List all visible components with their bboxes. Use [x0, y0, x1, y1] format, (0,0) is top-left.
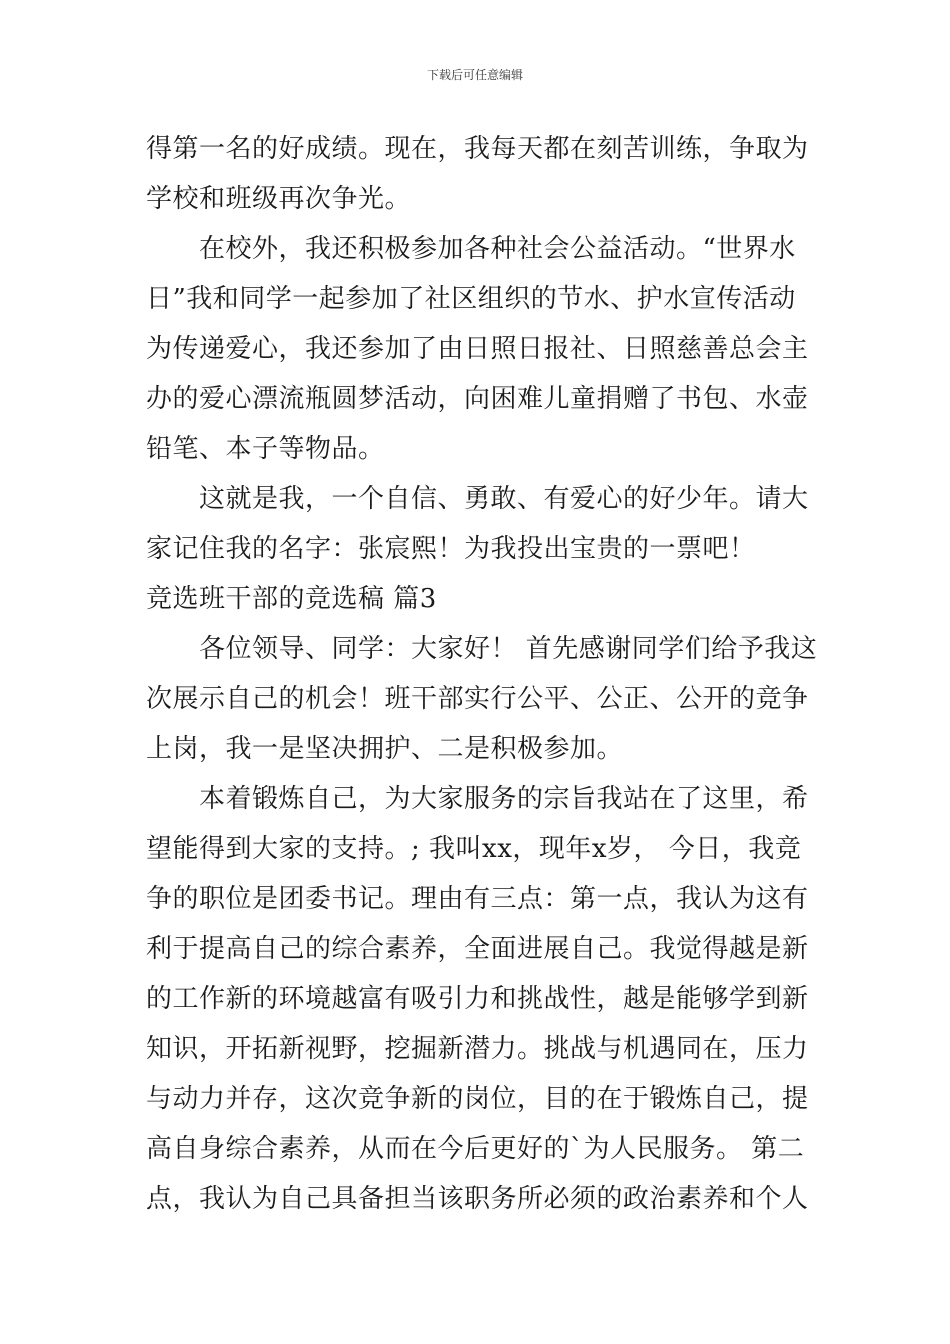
text-line: 办的爱心漂流瓶圆梦活动，向困难儿童捐赠了书包、水壶 [146, 384, 809, 414]
page-header: 下载后可任意编辑 [426, 68, 523, 82]
text-line: 学校和班级再次争光。 [146, 184, 412, 214]
text-line: 上岗，我一是坚决拥护、二是积极参加。 [146, 734, 624, 764]
text-line: 知识，开拓新视野，挖掘新潜力。挑战与机遇同在，压力 [146, 1034, 809, 1064]
text-line: 点，我认为自己具备担当该职务所必须的政治素养和个人 [146, 1184, 809, 1214]
text-line: 次展示自己的机会！班干部实行公平、公正、公开的竞争 [146, 684, 809, 714]
text-line: 家记住我的名字：张宸熙！为我投出宝贵的一票吧！ [146, 534, 756, 564]
text-line: 高自身综合素养，从而在今后更好的`为人民服务。 第二 [146, 1134, 805, 1164]
text-line: 为传递爱心，我还参加了由日照日报社、日照慈善总会主 [146, 334, 809, 364]
text-line: 日”我和同学一起参加了社区组织的节水、护水宣传活动 [146, 284, 796, 314]
text-line: 利于提高自己的综合素养，全面进展自己。我觉得越是新 [146, 934, 809, 964]
text-line: 争的职位是团委书记。理由有三点：第一点，我认为这有 [146, 884, 809, 914]
text-line: 的工作新的环境越富有吸引力和挑战性，越是能够学到新 [146, 984, 809, 1014]
text-line: 望能得到大家的支持。; 我叫xx，现年x岁， 今日，我竞 [146, 834, 802, 864]
text-line: 各位领导、同学：大家好！ 首先感谢同学们给予我这 [199, 634, 818, 664]
text-line: 竞选班干部的竞选稿 篇3 [146, 584, 437, 614]
text-line: 与动力并存，这次竞争新的岗位，目的在于锻炼自己，提 [146, 1084, 809, 1114]
text-line: 这就是我，一个自信、勇敢、有爱心的好少年。请大 [199, 484, 809, 514]
document-body [146, 124, 818, 1224]
text-line: 本着锻炼自己，为大家服务的宗旨我站在了这里，希 [199, 784, 809, 814]
text-line: 铅笔、本子等物品。 [146, 434, 385, 464]
text-line: 在校外，我还积极参加各种社会公益活动。“世界水 [199, 234, 796, 264]
text-line: 得第一名的好成绩。现在，我每天都在刻苦训练，争取为 [146, 134, 809, 164]
